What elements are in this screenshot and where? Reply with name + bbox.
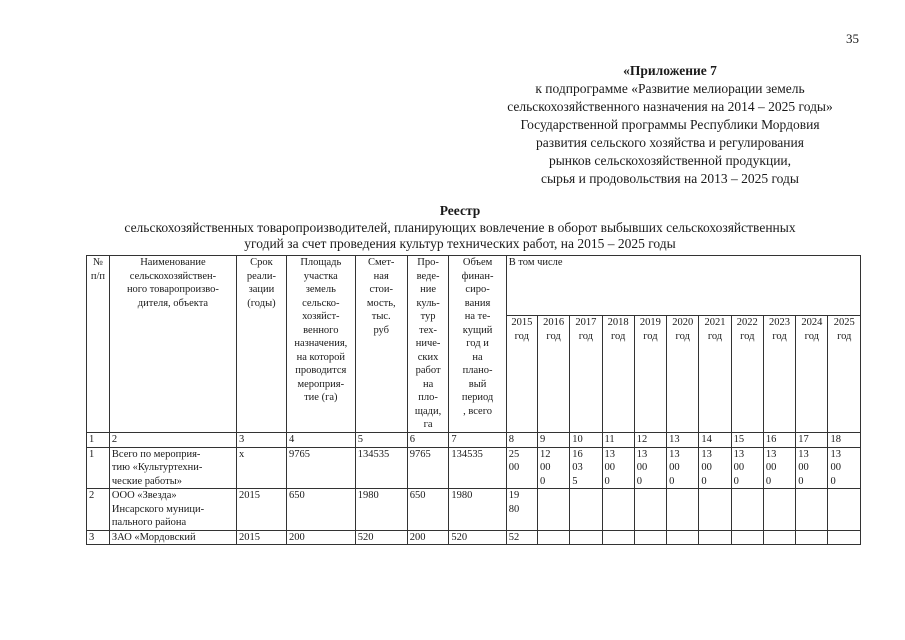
header-year-line: 2020 — [672, 317, 694, 329]
row-year-value-line: 25 — [508, 448, 520, 460]
header-line: щади, — [414, 405, 442, 417]
column-number: 5 — [355, 432, 407, 447]
row-name — [109, 489, 236, 531]
row-year-value — [699, 489, 731, 531]
header-line: № — [92, 257, 103, 268]
header-volume — [449, 256, 506, 433]
column-number: 8 — [506, 432, 537, 447]
row-year-value-line: 00 — [733, 462, 745, 473]
column-number: 14 — [699, 432, 731, 447]
appendix-line: сельскохозяйственного назначения на 2014 – 2025 годы» — [507, 99, 833, 114]
row-name-line: ческие работы» — [111, 475, 183, 487]
row-num: 1 — [87, 447, 110, 489]
header-year-line: 2017 — [575, 317, 597, 329]
header-line: Объем — [462, 257, 493, 268]
header-line: участка — [303, 270, 338, 282]
column-number: 1 — [87, 432, 110, 447]
header-line: веде- — [416, 270, 440, 282]
appendix-line: к подпрограмме «Развитие мелиорации земель — [535, 81, 805, 96]
column-number: 16 — [763, 432, 795, 447]
row-name — [109, 530, 236, 545]
column-number: 13 — [667, 432, 699, 447]
header-year-line: 2019 — [639, 317, 661, 329]
header-line: зации — [248, 284, 275, 295]
row-volume: 520 — [449, 530, 506, 545]
header-line: тие (га) — [304, 392, 338, 403]
header-year — [506, 316, 537, 432]
header-area — [286, 256, 355, 433]
row-cult-area: 9765 — [407, 447, 449, 489]
header-year — [763, 316, 795, 432]
appendix-line: сырья и продовольствия на 2013 – 2025 годы — [541, 171, 799, 186]
header-line: год и — [466, 338, 489, 349]
header-line: мероприя- — [297, 378, 345, 390]
row-name — [109, 447, 236, 489]
row-year-value — [667, 530, 699, 545]
row-year-value-line: 00 — [669, 462, 680, 473]
column-number: 12 — [634, 432, 666, 447]
header-line: венного — [303, 324, 339, 336]
row-year-value — [796, 530, 828, 545]
row-cult-area: 200 — [407, 530, 449, 545]
header-name — [109, 256, 236, 433]
header-line: плано- — [462, 365, 493, 376]
header-line: ниче- — [415, 338, 441, 349]
header-line: реали- — [246, 270, 277, 282]
header-line: финан- — [461, 270, 494, 282]
row-year-value-line: 13 — [669, 448, 680, 460]
column-number: 7 — [449, 432, 506, 447]
header-line: ских — [417, 351, 439, 363]
row-year-value — [506, 447, 537, 489]
row-year-value-line: 13 — [701, 448, 712, 460]
header-line: земель — [305, 284, 336, 295]
row-cost: 134535 — [355, 447, 407, 489]
header-line: Площадь — [300, 257, 342, 268]
row-name-line: ООО «Звезда» — [111, 490, 177, 501]
column-number: 9 — [537, 432, 569, 447]
row-year-value-line: 12 — [539, 448, 551, 460]
registry-subtitle-line: сельскохозяйственных товаропроизводителей, планирующих вовлечение в оборот выбывших сельскохозяйственных — [124, 220, 796, 235]
header-line: тыс. — [371, 311, 391, 322]
header-line: сельскохозяйствен- — [129, 270, 217, 282]
header-line: ная — [373, 270, 389, 282]
header-year-line: 2018 — [607, 317, 629, 329]
header-year-line: год — [514, 330, 529, 342]
row-year-value — [667, 447, 699, 489]
header-including: В том числе — [506, 256, 860, 316]
row-year-value — [731, 447, 763, 489]
row-year-value — [828, 489, 861, 531]
row-year-value-line: 03 — [572, 462, 583, 473]
header-year — [731, 316, 763, 432]
row-year-value — [570, 447, 602, 489]
header-line: Смет- — [368, 257, 395, 268]
row-year-value — [796, 489, 828, 531]
row-year-value — [537, 530, 569, 545]
table-column-numbers-row — [87, 432, 861, 447]
header-line: , всего — [463, 405, 492, 417]
row-year-value-line: 0 — [701, 475, 707, 487]
header-year-line: 2015 — [511, 317, 533, 329]
header-line: назначения, — [294, 338, 348, 349]
header-line: сельско- — [302, 297, 340, 309]
row-year-value-line: 00 — [798, 462, 809, 473]
row-term: х — [236, 447, 286, 489]
header-line: мость, — [366, 297, 396, 309]
row-year-value — [506, 530, 537, 545]
header-year-line: год — [772, 330, 787, 342]
row-year-value — [828, 447, 861, 489]
row-cost: 1980 — [355, 489, 407, 531]
header-year-line: год — [643, 330, 658, 342]
header-line: пло- — [418, 392, 438, 403]
header-line: на те- — [464, 311, 491, 322]
column-number: 6 — [407, 432, 449, 447]
appendix-block — [470, 62, 870, 188]
row-year-value-line: 00 — [701, 462, 712, 473]
column-number: 4 — [286, 432, 355, 447]
header-year — [634, 316, 666, 432]
row-name-line: ЗАО «Мордовский — [111, 531, 196, 543]
row-year-value-line: 00 — [765, 462, 777, 473]
row-year-value — [731, 530, 763, 545]
row-year-value — [699, 447, 731, 489]
header-year-line: год — [546, 330, 561, 342]
row-year-value-line: 13 — [765, 448, 777, 460]
table-row — [87, 489, 861, 531]
header-line: вый — [468, 378, 487, 390]
row-year-value — [699, 530, 731, 545]
header-line: хозяйст- — [302, 311, 340, 322]
row-year-value-line: 52 — [508, 531, 520, 543]
row-year-value-line: 0 — [798, 475, 804, 487]
row-year-value-line: 00 — [830, 462, 841, 473]
header-line: Наименование — [140, 257, 206, 268]
header-line: на — [472, 351, 483, 363]
row-name-line: Всего по мероприя- — [111, 448, 201, 460]
row-num: 2 — [87, 489, 110, 531]
header-line: тур — [420, 311, 436, 322]
row-year-value-line: 0 — [636, 475, 643, 487]
header-num — [87, 256, 110, 433]
header-line: работ — [415, 365, 441, 376]
header-year — [570, 316, 602, 432]
row-year-value — [763, 447, 795, 489]
row-term: 2015 — [236, 489, 286, 531]
appendix-line: Государственной программы Республики Мордовия — [520, 117, 820, 132]
row-year-value-line: 13 — [733, 448, 745, 460]
row-area: 200 — [286, 530, 355, 545]
header-cult-area — [407, 256, 449, 433]
table-row — [87, 530, 861, 545]
row-year-value-line: 0 — [669, 475, 675, 487]
row-year-value — [602, 489, 634, 531]
row-year-value — [537, 489, 569, 531]
row-year-value — [506, 489, 537, 531]
row-year-value-line: 13 — [798, 448, 809, 460]
column-number: 15 — [731, 432, 763, 447]
header-line: п/п — [90, 270, 106, 282]
row-cost: 520 — [355, 530, 407, 545]
table-header-row — [87, 256, 861, 316]
header-year-line: год — [837, 330, 852, 342]
header-year-line: год — [707, 330, 723, 342]
registry-table — [86, 255, 861, 545]
column-number: 3 — [236, 432, 286, 447]
row-year-value — [602, 447, 634, 489]
column-number: 17 — [796, 432, 828, 447]
header-line: кущий — [462, 324, 493, 336]
header-year — [537, 316, 569, 432]
row-area: 9765 — [286, 447, 355, 489]
header-line: на которой — [296, 351, 346, 363]
row-year-value-line: 80 — [508, 503, 520, 515]
row-year-value-line: 13 — [604, 448, 615, 460]
appendix-line: рынков сельскохозяйственной продукции, — [548, 153, 792, 168]
header-year-line: 2021 — [704, 317, 726, 329]
registry-title: Реестр — [439, 203, 481, 218]
header-line: ного товаропроизво- — [126, 284, 219, 295]
row-num: 3 — [87, 530, 110, 545]
registry-subtitle — [60, 220, 860, 252]
row-name-line: Инсарского муници- — [111, 503, 205, 515]
header-year-line: год — [804, 330, 819, 342]
header-year-line: 2022 — [736, 317, 758, 329]
column-number: 11 — [602, 432, 634, 447]
row-year-value — [763, 530, 795, 545]
row-volume: 134535 — [449, 447, 506, 489]
header-year-line: год — [675, 330, 690, 342]
row-year-value-line: 0 — [604, 475, 610, 487]
header-term — [236, 256, 286, 433]
row-year-value-line: 0 — [733, 475, 739, 487]
header-year — [796, 316, 828, 432]
row-cult-area: 650 — [407, 489, 449, 531]
header-line: куль- — [416, 297, 440, 309]
registry-table-body — [87, 256, 861, 545]
header-line: руб — [373, 324, 390, 336]
page-number: 35 — [846, 31, 859, 46]
header-year-line: 2024 — [801, 317, 823, 329]
row-volume: 1980 — [449, 489, 506, 531]
row-year-value — [634, 447, 666, 489]
row-year-value — [570, 530, 602, 545]
column-number: 2 — [109, 432, 236, 447]
row-year-value — [634, 530, 666, 545]
header-line: проводится — [295, 365, 347, 376]
appendix-heading: «Приложение 7 — [623, 63, 717, 78]
row-year-value — [667, 489, 699, 531]
row-year-value-line: 0 — [765, 475, 772, 487]
header-cost — [355, 256, 407, 433]
header-line: (годы) — [247, 297, 276, 309]
column-number: 18 — [828, 432, 861, 447]
header-year-line: 2016 — [543, 317, 565, 329]
header-line: тех- — [419, 324, 438, 336]
row-name-line: пального района — [111, 517, 187, 528]
row-year-value — [602, 530, 634, 545]
row-year-value — [796, 447, 828, 489]
row-year-value-line: 13 — [830, 448, 841, 460]
row-year-value-line: 00 — [604, 462, 615, 473]
header-year — [602, 316, 634, 432]
row-year-value-line: 00 — [636, 462, 648, 473]
row-year-value — [763, 489, 795, 531]
row-year-value-line: 00 — [508, 462, 520, 473]
header-line: вания — [464, 297, 491, 309]
row-year-value — [828, 530, 861, 545]
header-line: стои- — [369, 284, 393, 295]
row-year-value-line: 16 — [572, 448, 583, 460]
row-year-value-line: 13 — [636, 448, 648, 460]
header-line: Про- — [417, 257, 439, 268]
registry-subtitle-line: угодий за счет проведения культур технических работ, на 2015 – 2025 годы — [244, 236, 676, 251]
header-year — [828, 316, 861, 432]
header-line: дителя, объекта — [137, 297, 209, 309]
header-year-line: год — [610, 330, 626, 342]
header-line: га — [423, 419, 433, 430]
header-line: период — [461, 392, 494, 403]
row-area: 650 — [286, 489, 355, 531]
header-year-line: 2023 — [769, 317, 791, 329]
row-year-value-line: 0 — [830, 475, 836, 487]
row-year-value-line: 00 — [539, 462, 551, 473]
row-year-value-line: 19 — [508, 490, 520, 501]
row-year-value — [570, 489, 602, 531]
header-year — [667, 316, 699, 432]
header-line: сиро- — [465, 284, 490, 295]
table-row — [87, 447, 861, 489]
row-year-value — [634, 489, 666, 531]
header-year-line: год — [578, 330, 594, 342]
column-number: 10 — [570, 432, 602, 447]
header-year — [699, 316, 731, 432]
row-name-line: тию «Культуртехни- — [111, 462, 203, 473]
row-year-value-line: 5 — [572, 475, 578, 487]
header-line: ние — [420, 284, 437, 295]
row-term: 2015 — [236, 530, 286, 545]
header-line: Срок — [250, 257, 273, 268]
row-year-value — [537, 447, 569, 489]
row-year-value-line: 0 — [539, 475, 546, 487]
header-year-line: год — [740, 330, 755, 342]
header-line: на — [422, 378, 434, 390]
header-year-line: 2025 — [833, 317, 855, 329]
row-year-value — [731, 489, 763, 531]
appendix-line: развития сельского хозяйства и регулирования — [536, 135, 804, 150]
